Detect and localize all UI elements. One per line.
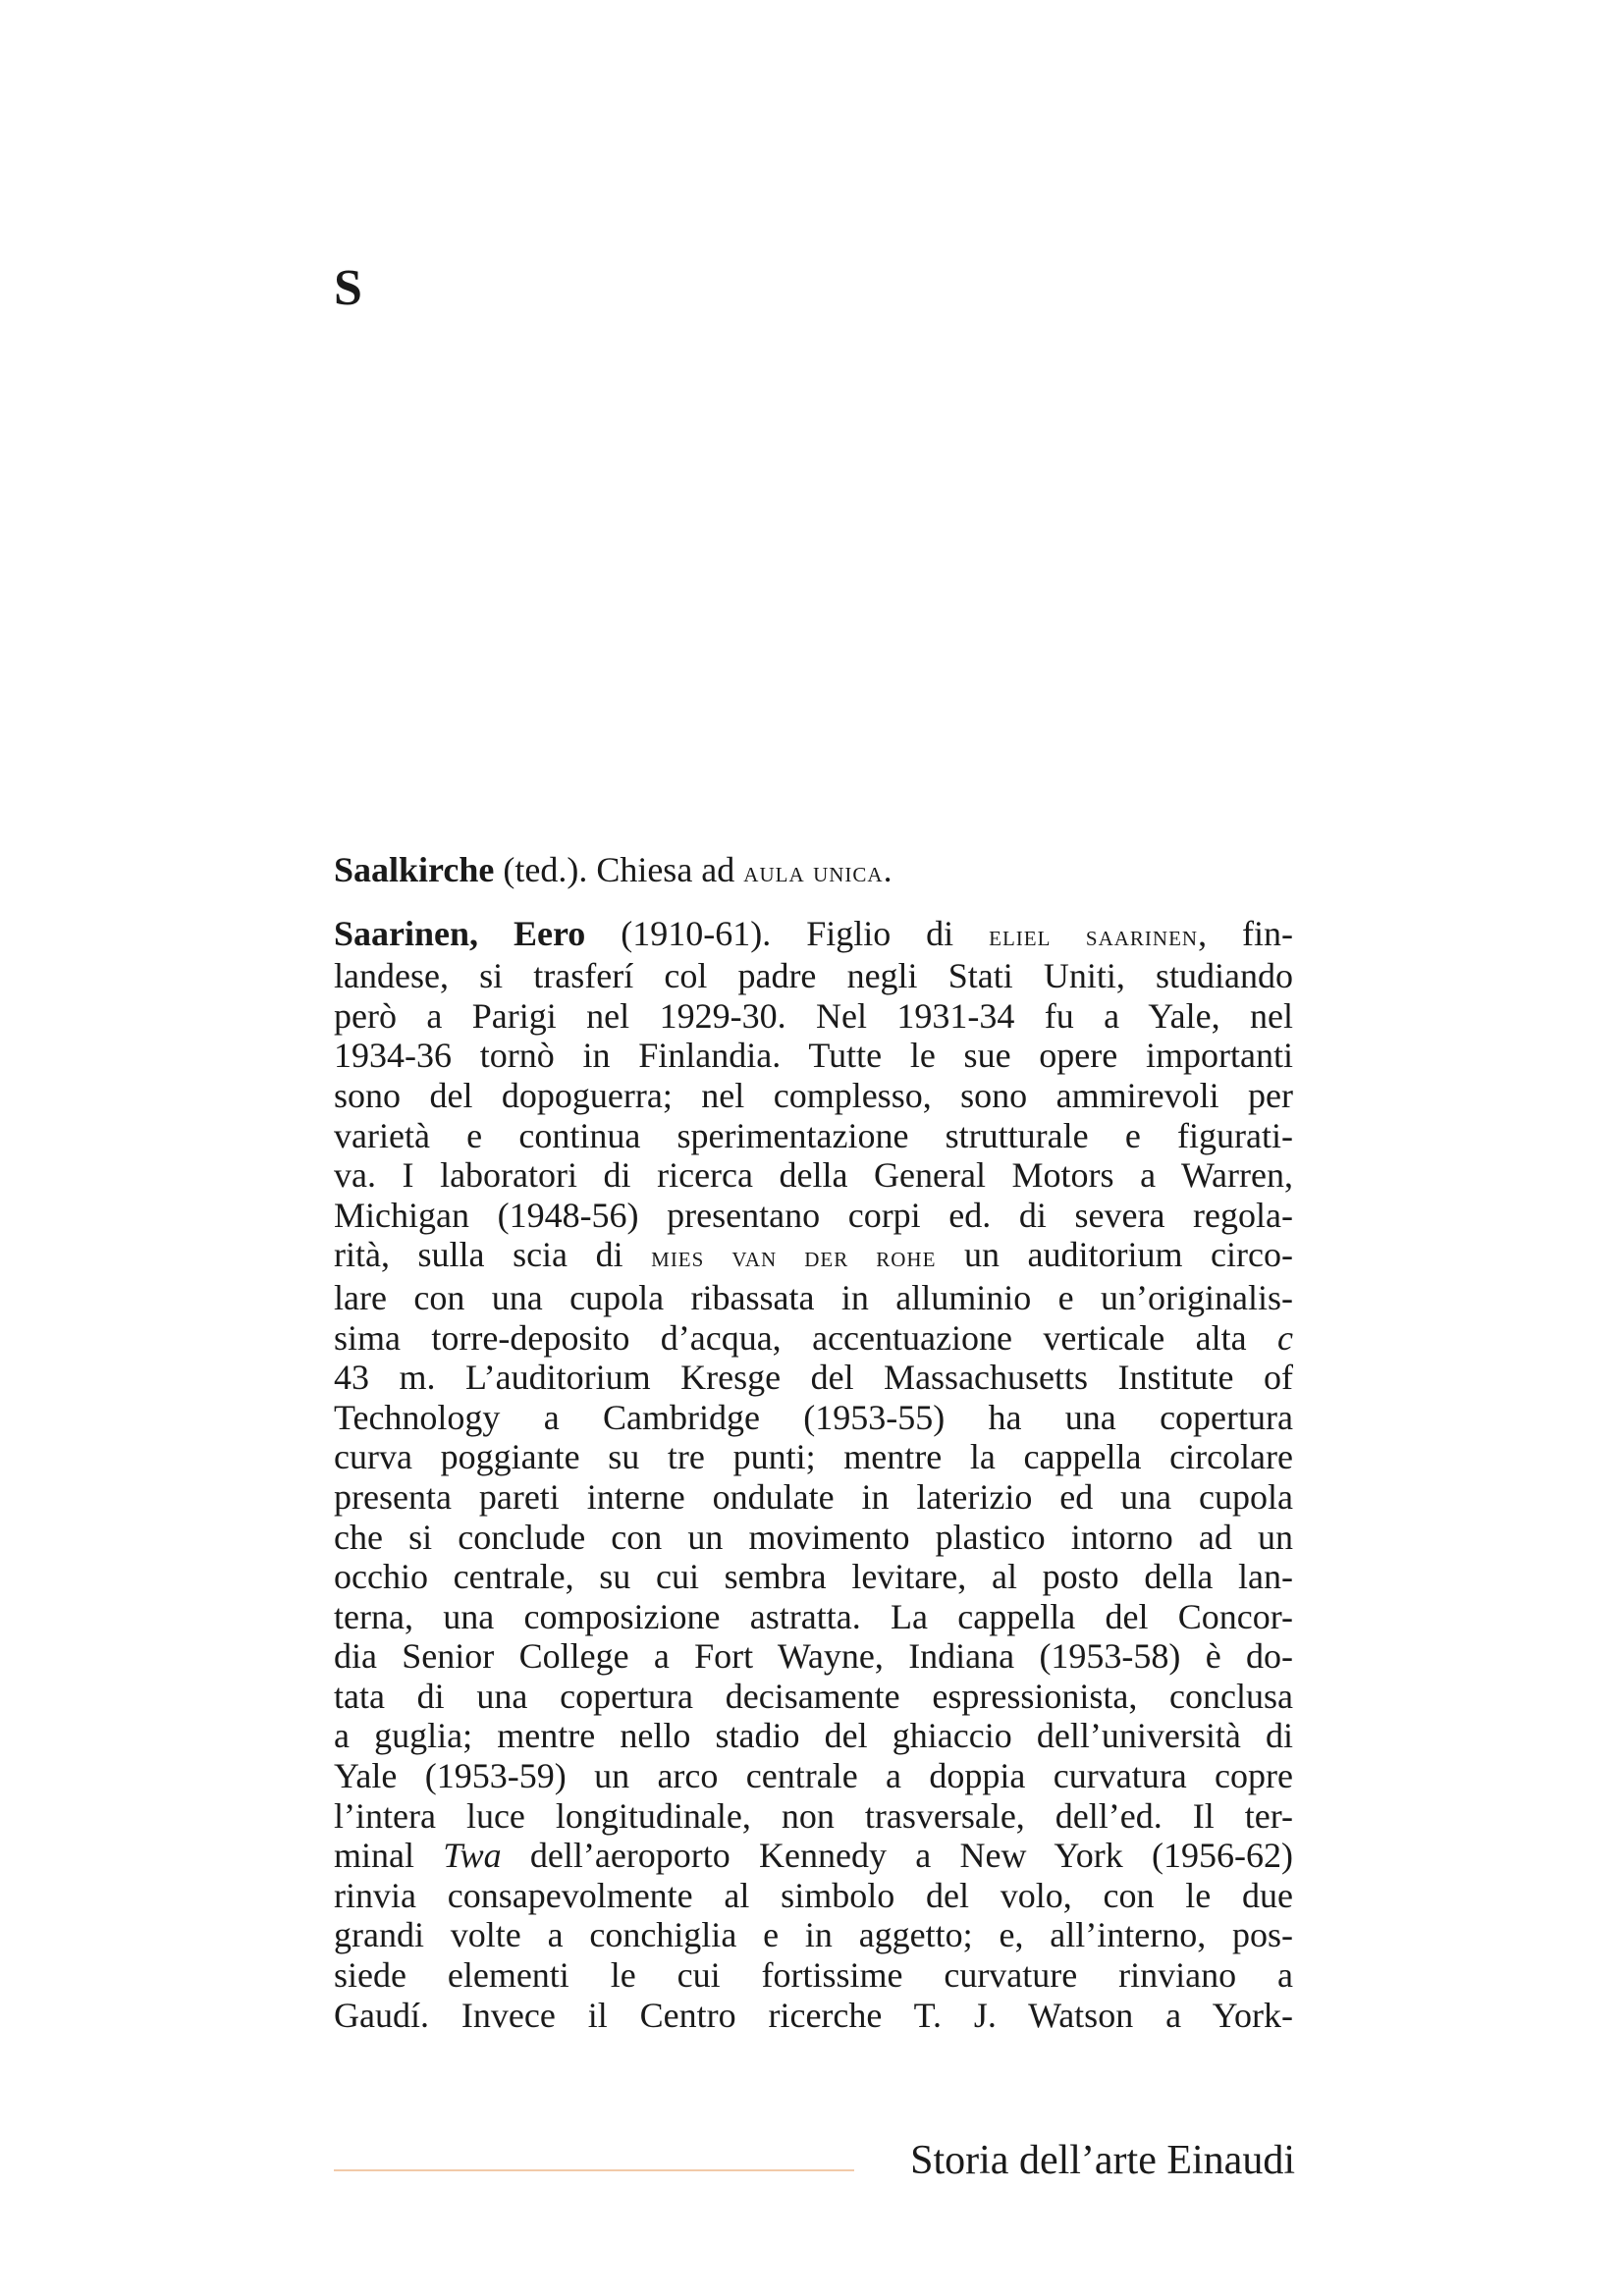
entry-text: dell’aeroporto Kennedy a New York (1956-62) [501,1836,1294,1876]
text-line [334,1677,1293,1717]
entry-text: curva poggiante su tre punti; mentre la cappella circolare [334,1437,1293,1477]
text-line [334,1716,1293,1756]
text-line [334,1196,1293,1236]
cross-reference: aula unica [743,856,884,888]
text-line [334,956,1293,996]
entry-text: occhio centrale, su cui sembra levitare, al posto della lan- [334,1557,1293,1597]
entry-text: landese, si trasferí col padre negli Stati Uniti, studiando [334,956,1293,996]
entry-term: Saalkirche [334,850,495,889]
entry-text: presenta pareti interne ondulate in laterizio ed una cupola [334,1476,1293,1517]
text-line [334,1597,1293,1637]
cross-reference: eliel saarinen [989,919,1199,952]
entry-text: sima torre-deposito d’acqua, accentuazione verticale alta [334,1317,1278,1358]
text-line [334,1796,1293,1837]
text-line [334,1437,1293,1477]
entry-text: lare con una cupola ribassata in alluminio e un’originalis- [334,1277,1293,1317]
entry-text: tata di una copertura decisamente espressionista, conclusa [334,1676,1293,1716]
text-line [334,1235,1293,1278]
text-line [334,1116,1293,1156]
entry-text: rità, sulla scia di [334,1235,652,1275]
entry-text: (1910-61). Figlio di [585,913,990,953]
entry-text: 43 m. L’auditorium Kresge del Massachusetts Institute of [334,1358,1293,1398]
text-line [334,1915,1293,1955]
text-line [334,1398,1293,1438]
text-line [334,1636,1293,1677]
entry-text: Gaudí. Invece il Centro ricerche T. J. Watson a York- [334,1995,1293,2035]
entry-text: , fin- [1198,913,1294,953]
dictionary-entries [334,850,1293,2035]
text-line [334,1876,1293,1916]
text-line [334,1358,1293,1398]
text-line [334,1996,1293,2036]
italic-text: Twa [443,1836,502,1876]
text-line [334,1278,1293,1318]
entry-text: Yale (1953-59) un arco centrale a doppia curvatura copre [334,1756,1293,1796]
text-line [334,850,1293,893]
text-line [334,914,1293,957]
entry-term: Saarinen, Eero [334,913,586,953]
entry-text: però a Parigi nel 1929-30. Nel 1931-34 fu a Yale, nel [334,995,1293,1036]
entry-text: varietà e continua sperimentazione strutturale e figurati- [334,1115,1293,1155]
entry-text: siede elementi le cui fortissime curvature rinviano a [334,1955,1293,1996]
text-line [334,1955,1293,1996]
entry-text: sono del dopoguerra; nel complesso, sono ammirevoli per [334,1075,1293,1115]
entry-text: che si conclude con un movimento plastico intorno ad un [334,1517,1293,1557]
entry-text: grandi volte a conchiglia e in aggetto; e, all’interno, pos- [334,1915,1293,1955]
text-line [334,1836,1293,1876]
entry-text: a guglia; mentre nello stadio del ghiaccio dell’università di [334,1716,1293,1756]
entry-text: Michigan (1948-56) presentano corpi ed. di severa regola- [334,1195,1293,1235]
entry-text: . [883,850,893,889]
text-line [334,1318,1293,1359]
entry-text: va. I laboratori di ricerca della General Motors a Warren, [334,1155,1293,1196]
entry-text: terna, una composizione astratta. La cappella del Concor- [334,1596,1293,1636]
footer-rule [334,2169,854,2171]
entry-text: (ted.). Chiesa ad [494,850,744,889]
footer-publisher: Storia dell’arte Einaudi [910,2138,1295,2183]
cross-reference: mies van der rohe [651,1241,937,1274]
entry-text: Technology a Cambridge (1953-55) ha una copertura [334,1397,1293,1437]
text-line [334,996,1293,1037]
dictionary-entry [334,850,1293,893]
text-line [334,1557,1293,1597]
text-line [334,1155,1293,1196]
italic-text: c [1277,1317,1293,1358]
entry-text: l’intera luce longitudinale, non trasversale, dell’ed. Il ter- [334,1795,1293,1836]
dictionary-entry [334,914,1293,2036]
text-line [334,1076,1293,1116]
entry-text: un auditorium circo- [936,1235,1293,1275]
entry-text: minal [334,1836,444,1876]
text-line [334,1036,1293,1076]
text-line [334,1518,1293,1558]
text-line [334,1477,1293,1518]
section-letter: S [334,260,362,316]
entry-text: 1934-36 tornò in Finlandia. Tutte le sue opere importanti [334,1036,1293,1076]
entry-text: rinvia consapevolmente al simbolo del volo, con le due [334,1875,1293,1915]
entry-text: dia Senior College a Fort Wayne, Indiana (1953-58) è do- [334,1636,1293,1677]
text-line [334,1756,1293,1796]
